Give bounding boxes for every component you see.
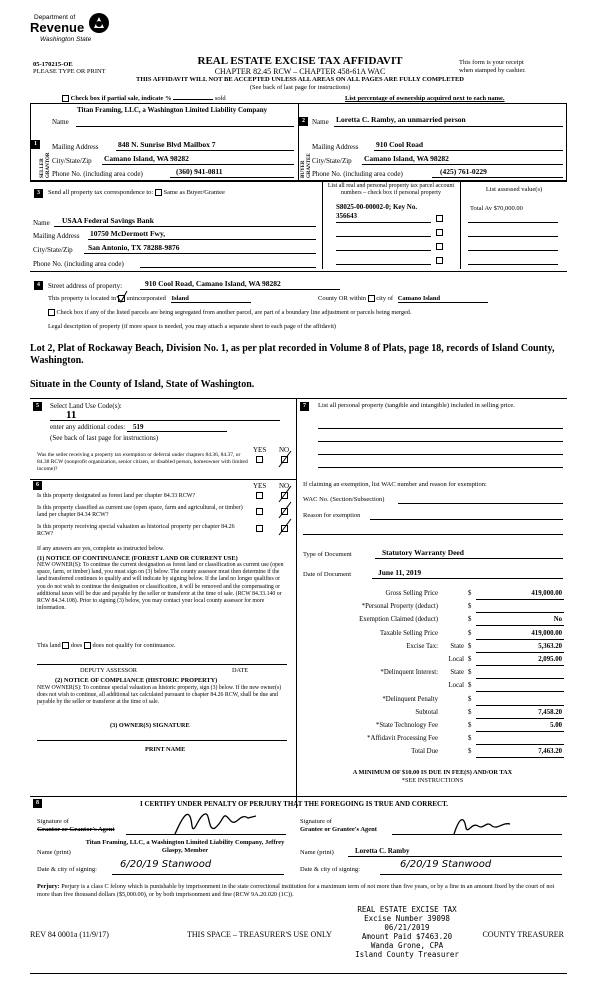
check-mark-icon (116, 291, 128, 303)
located-row (48, 295, 251, 303)
unincorporated-label: unincorporated (126, 295, 166, 302)
tax-row (300, 614, 564, 627)
q2-yes-checkbox[interactable] (256, 508, 263, 515)
tax-row-currency: $ (468, 590, 472, 597)
tax-row-label: *Delinquent Interest: (380, 669, 438, 677)
buyer-mailing: 910 Cool Road (376, 140, 424, 149)
certify-statement: I CERTIFY UNDER PENALTY OF PERJURY THAT THE FOREGOING IS TRUE AND CORRECT. (140, 800, 449, 808)
personal-property-label: List all personal property (tangible and intangible) included in selling price. (318, 402, 515, 409)
sec6-yes-header: YES (253, 482, 267, 490)
if-yes-note: If any answers are yes, complete as instructed below. (37, 546, 165, 552)
deputy-assessor-label: DEPUTY ASSESSOR (80, 667, 137, 674)
section-1-badge: 1 (31, 140, 40, 149)
seller-mailing: 848 N. Sunrise Blvd Mailbox 7 (118, 140, 216, 149)
tax-row (300, 680, 564, 693)
tax-row-label: Exemption Claimed (deduct) (359, 616, 438, 624)
see-instructions: *SEE INSTRUCTIONS (401, 777, 464, 784)
tax-row-value: 7,458.20 (538, 708, 562, 716)
date-label: DATE (232, 667, 249, 674)
land-label: This land (37, 642, 61, 649)
land-does-label: does (70, 642, 83, 649)
perjury-notice (37, 883, 567, 899)
street-address: 910 Cool Road, Camano Island, WA 98282 (145, 279, 281, 288)
section-5-badge: 5 (33, 402, 42, 411)
same-as-buyer-checkbox[interactable] (155, 189, 162, 196)
tax-row-currency: $ (468, 603, 472, 611)
tax-row-value: 7,463.20 (538, 748, 562, 756)
buyer-name-label: Name (312, 118, 329, 126)
tax-row-sublabel: State (450, 669, 464, 677)
corr-city-label: City/State/Zip (33, 246, 73, 254)
grantee-date-label: Date & city of signing: (300, 866, 360, 873)
perjury-text: Perjury is a class C felony which is punishable by imprisonment in the state correctional institution for a maximum term of not more than five years, or by a fine in an amount fixed by the court of not more than five thousand dollars ($5,000.00), or by both imprisonment and fine (RCW 9A.20.020 (1C)). (37, 883, 555, 898)
city-of-label: city of (376, 295, 394, 302)
sec5-yes-header: YES (253, 446, 267, 454)
segregated-checkbox[interactable] (48, 309, 55, 316)
grantee-agent-label: Grantee or Grantee's Agent (300, 826, 377, 833)
tax-row-label: *Delinquent Penalty (382, 695, 438, 703)
tax-row (300, 694, 564, 707)
historic-q: Is this property receiving special valuation as historical property per chapter 84.26 RCW? (37, 524, 235, 537)
sec6-no-header: NO (279, 482, 290, 490)
stamp-line-3: 06/21/2019 (384, 923, 430, 932)
county-name: Island (171, 295, 251, 303)
grantee-date-city: 6/20/19 Stanwood (400, 859, 492, 870)
tax-table (300, 588, 564, 759)
seller-name: Titan Framing, LLC, a Washington Limited Liability Company (77, 106, 268, 114)
buyer-city: Camano Island, WA 98282 (364, 154, 449, 163)
parcel-4-personal-checkbox[interactable] (436, 257, 443, 264)
partial-sale-sold: sold (214, 95, 226, 102)
tax-row-label: Total Due (411, 748, 438, 756)
seller-phone-label: Phone No. (including area code) (52, 170, 143, 178)
legal-desc-label: Legal description of property (if more space is needed, you may attach a separate sheet to each page of the affidavit) (48, 323, 336, 330)
tax-row (300, 641, 564, 654)
stamp-line-6: Island County Treasurer (355, 950, 459, 959)
seller-mailing-label: Mailing Address (52, 143, 99, 151)
seller-name-label: Name (52, 118, 69, 126)
seller-side-label: SELLER GRANTOR (40, 152, 51, 178)
treasurer-stamp (352, 905, 462, 959)
partial-sale-label: Check box if partial sale, indicate % (70, 95, 172, 102)
dor-logo-line3: Washington State (40, 36, 92, 43)
notice2-body: NEW OWNER(S): To continue special valuation as historic property, sign (3) below. If the new owner(s) does not wish to continue, all additional tax calculated pursuant to chapter 84.26 RCW, shall be due and payable by the seller or transferor at the time of sale. (37, 685, 282, 706)
city-name: Camano Island (398, 295, 488, 303)
parcel-header: List all real and personal property tax parcel account numbers – check box if personal property (327, 183, 455, 196)
additional-codes: 519 (127, 423, 227, 432)
grantor-name: Titan Framing, LLC, a Washington Limited Liability Company, Jeffrey Glaspy, Member (85, 839, 285, 854)
sec5-no-mark-icon (277, 449, 293, 469)
exemption-question: Was the seller receiving a property tax exemption or deferral under chapters 84.36, 84.37, or 84.38 RCW (nonprofit organization, senior citizen, or disabled person, homeowner with limited income)? (37, 452, 248, 472)
buyer-city-label: City/State/Zip (312, 157, 352, 165)
exemption-claim-label: If claiming an exemption, list WAC number and reason for exemption: (303, 481, 487, 488)
notice2-title: (2) NOTICE OF COMPLIANCE (HISTORIC PROPERTY) (55, 677, 218, 684)
form-code: 05-170215-OE (33, 61, 73, 68)
dor-logo (30, 12, 115, 52)
tax-row-currency: $ (468, 669, 472, 677)
tax-row-label: Subtotal (415, 708, 438, 716)
tax-row (300, 628, 564, 641)
seller-city-label: City/State/Zip (52, 157, 92, 165)
doc-type-label: Type of Document (303, 551, 352, 558)
grantor-sig-of: Signature of (37, 818, 69, 825)
buyer-phone: (425) 761-0229 (440, 167, 487, 176)
situate-text: Situate in the County of Island, State of Washington. (30, 379, 255, 390)
forest-land-q: Is this property designated as forest land per chapter 84.33 RCW? (37, 493, 196, 499)
tax-row (300, 588, 564, 601)
stamp-line-4: Amount Paid $7463.20 (361, 932, 453, 941)
send-correspondence-label (48, 189, 225, 196)
grantor-name-label: Name (print) (37, 849, 71, 856)
tax-row-sublabel: Local (448, 682, 464, 690)
sec5-see-back: (See back of last page for instructions) (50, 434, 159, 442)
partial-sale-row (62, 95, 226, 102)
form-warning: THIS AFFIDAVIT WILL NOT BE ACCEPTED UNLESS ALL AREAS ON ALL PAGES ARE FULLY COMPLETED (136, 76, 464, 83)
send-label-text: Send all property tax correspondence to: (48, 189, 154, 196)
tax-row-currency: $ (468, 655, 472, 663)
additional-codes-label: enter any additional codes: (50, 423, 126, 431)
please-type: PLEASE TYPE OR PRINT (33, 68, 106, 75)
tax-row (300, 733, 564, 746)
land-does-checkbox[interactable] (62, 642, 69, 649)
dor-logo-line2: Revenue (30, 20, 85, 35)
tax-row (300, 601, 564, 614)
tax-row (300, 746, 564, 759)
section-2-badge: 2 (299, 117, 308, 126)
tax-row-label: *Affidavit Processing Fee (367, 735, 438, 743)
corr-name: USAA Federal Savings Bank (62, 216, 154, 225)
stamp-line-1: REAL ESTATE EXCISE TAX (357, 905, 457, 914)
grantee-name: Loretta C. Ramby (355, 847, 410, 855)
tax-row-currency: $ (468, 616, 472, 624)
legal-description: Lot 2, Plat of Rockaway Beach, Division No. 1, as per plat recorded in Volume 8 of Plats, page 18, records of Island County, Washington. (30, 343, 555, 366)
tax-row-value: 419,000.00 (531, 590, 562, 597)
corr-mailing-label: Mailing Address (33, 232, 80, 240)
section-3-badge: 3 (34, 189, 43, 198)
parcel-2-personal-checkbox[interactable] (436, 229, 443, 236)
notice1-title: (1) NOTICE OF CONTINUANCE (FOREST LAND OR CURRENT USE) (37, 555, 238, 562)
tax-row-value: No (553, 616, 562, 624)
assessed-value: Total Av $70,000.00 (470, 205, 523, 212)
form-revision: REV 84 0001a (11/9/17) (30, 930, 109, 939)
seller-city: Camano Island, WA 98282 (104, 154, 189, 163)
doc-date: June 11, 2019 (378, 568, 422, 577)
grantee-name-label: Name (print) (300, 849, 334, 856)
county-or-row (318, 295, 488, 303)
q1-yes-checkbox[interactable] (256, 492, 263, 499)
segregated-row (48, 309, 411, 316)
buyer-phone-label: Phone No. (including area code) (312, 170, 403, 178)
parcel-3-personal-checkbox[interactable] (436, 243, 443, 250)
tax-row-currency: $ (468, 629, 472, 637)
tax-row-currency: $ (468, 748, 472, 756)
parcel-number: S8025-00-00002-0; Key No. 356643 (336, 203, 418, 220)
tax-row-label: Taxable Selling Price (379, 629, 438, 637)
segregated-label: Check box if any of the listed parcels are being segregated from another parcel, are part of a boundary line adjustment or parcels being merged. (56, 309, 412, 316)
doc-date-label: Date of Document (303, 571, 352, 578)
q3-no-mark-icon (277, 517, 293, 537)
tax-row-label: *State Technology Fee (375, 721, 438, 729)
tax-row-label: *Personal Property (deduct) (361, 603, 438, 611)
sec5-no-header: NO (279, 446, 290, 454)
buyer-side-label: BUYER GRANTEE (301, 153, 312, 178)
buyer-mailing-label: Mailing Address (312, 143, 359, 151)
stamp-line-5: Wanda Grone, CPA (370, 941, 444, 950)
section-7-badge: 7 (300, 402, 309, 411)
tax-row-currency: $ (468, 695, 472, 703)
tax-row-sublabel: Local (448, 655, 464, 663)
land-qualify-row (37, 642, 176, 649)
tax-row-value: 5,363.20 (538, 642, 562, 650)
corr-phone-label: Phone No. (including area code) (33, 260, 124, 268)
seller-phone: (360) 941-0811 (176, 167, 223, 176)
land-use-code: 11 (66, 409, 77, 421)
reason-label: Reason for exemption (303, 512, 361, 519)
tax-row-label: Gross Selling Price (385, 590, 438, 597)
partial-sale-checkbox[interactable] (62, 95, 69, 102)
assessed-header: List assessed value(s) (485, 186, 543, 193)
dor-logo-line1: Department of (34, 14, 76, 21)
perjury-label: Perjury: (37, 883, 60, 890)
grantee-sig-of: Signature of (300, 818, 332, 825)
buyer-name: Loretta C. Ramby, an unmarried person (336, 115, 466, 124)
grantor-date-label: Date & city of signing: (37, 866, 97, 873)
notice1-body: NEW OWNER(S): To continue the current designation as forest land or classification as current use (open space, farm, or timber) land, you must sign on (3) below. The county assessor must then determine if the land transferred continues to qualify and will indicate by signing below. If the land no longer qualifies or you do not wish to continue the designation or classification, it will be removed and the compensating or additional taxes will be due and payable by the seller or transferor at the time of sale. (RCW 84.33.140 or RCW 84.34.108). Prior to signing (3) below, you may contact your local county assessor for more information. (37, 562, 284, 612)
treasurer-use-label: THIS SPACE – TREASURER'S USE ONLY (187, 930, 332, 939)
tax-row-value: 5.00 (550, 721, 562, 729)
tax-row-value: 2,095.00 (538, 655, 562, 663)
land-use-label: Select Land Use Code(s): (50, 402, 122, 410)
tax-row-label: Excise Tax: (406, 642, 438, 650)
current-use-q: Is this property classified as current use (open space, farm and agricultural, or timber) land per chapter 84.34 RCW? (37, 505, 243, 518)
tax-row (300, 667, 564, 680)
tax-row-currency: $ (468, 682, 472, 690)
wac-label: WAC No. (Section/Subsection) (303, 496, 385, 503)
unincorporated-checkbox[interactable] (118, 295, 125, 302)
sec5-yes-checkbox[interactable] (256, 456, 263, 463)
form-title: REAL ESTATE EXCISE TAX AFFIDAVIT (197, 55, 403, 67)
same-as-buyer-label: Same as Buyer/Grantee (163, 189, 225, 196)
form-chapter: CHAPTER 82.45 RCW – CHAPTER 458-61A WAC (214, 67, 386, 76)
receipt-note-2: when stamped by cashier. (459, 67, 526, 74)
county-or-label: County OR within (318, 295, 367, 302)
section-4-badge: 4 (34, 281, 43, 290)
street-label: Street address of property: (48, 282, 123, 290)
located-label: This property is located in (48, 295, 117, 302)
doc-type: Statutory Warranty Deed (382, 548, 464, 557)
section-6-badge: 6 (33, 481, 42, 490)
land-does-not-label: does not qualify for continuance. (92, 642, 176, 649)
tax-row-currency: $ (468, 721, 472, 729)
minimum-due: A MINIMUM OF $10.00 IS DUE IN FEE(S) AND/OR TAX (352, 769, 513, 776)
print-name-label: PRINT NAME (145, 746, 186, 753)
corr-name-label: Name (33, 219, 50, 227)
tax-row-currency: $ (468, 642, 472, 650)
receipt-note-1: This form is your receipt (459, 59, 524, 66)
tax-row-sublabel: State (450, 642, 464, 650)
corr-mailing: 10750 McDermott Fwy, (90, 229, 166, 238)
parcel-1-personal-checkbox[interactable] (436, 215, 443, 222)
dor-logo-mark-icon (88, 12, 110, 34)
q3-yes-checkbox[interactable] (256, 525, 263, 532)
ownership-list-note: List percentage of ownership acquired next to each name. (345, 95, 505, 102)
land-does-not-checkbox[interactable] (84, 642, 91, 649)
tax-row (300, 707, 564, 720)
section-8-badge: 8 (33, 799, 42, 808)
tax-row (300, 720, 564, 733)
tax-row-currency: $ (468, 735, 472, 743)
tax-row-currency: $ (468, 708, 472, 716)
grantor-agent-label: Grantor or Grantor's Agent (37, 826, 115, 833)
owner-signature-label: (3) OWNER(S) SIGNATURE (110, 722, 190, 729)
grantor-date-city: 6/20/19 Stanwood (120, 859, 212, 870)
tax-row-value: 419,000.00 (531, 629, 562, 637)
stamp-line-2: Excise Number 39098 (364, 914, 450, 923)
corr-city: San Antonio, TX 78288-9876 (88, 243, 180, 252)
county-treasurer-label: COUNTY TREASURER (482, 930, 564, 939)
additional-codes-row (50, 423, 227, 432)
form-see-back: (See back of last page for instructions) (249, 84, 351, 91)
city-of-checkbox[interactable] (368, 295, 375, 302)
tax-row (300, 654, 564, 667)
